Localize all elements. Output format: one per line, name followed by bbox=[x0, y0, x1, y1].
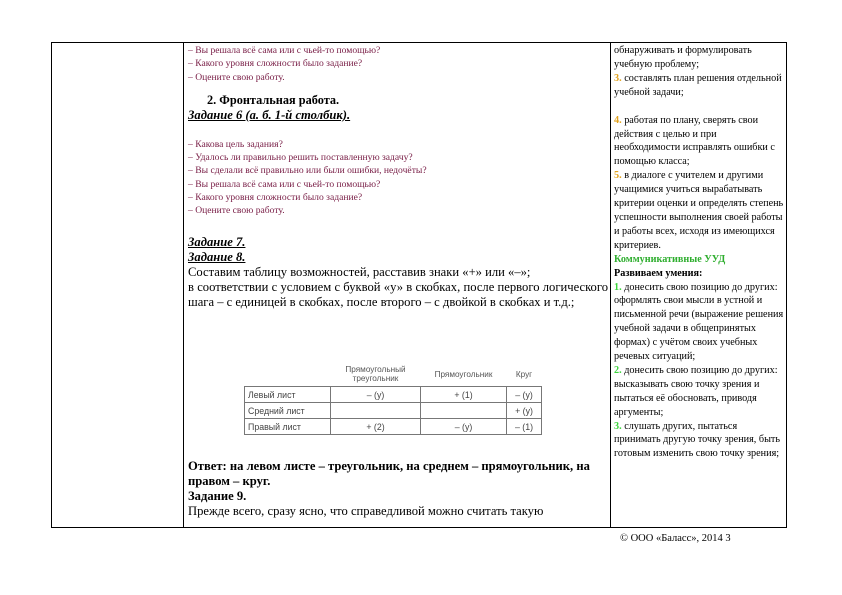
question-line: – Какого уровня сложности было задание? bbox=[188, 192, 363, 204]
item-number: 3. bbox=[614, 72, 622, 84]
task7-title: Задание 7. bbox=[188, 234, 246, 249]
uud-text: слушать других, пытаться принимать другую точку зрения, быть готовым изменить свою точку зрения; bbox=[614, 420, 781, 460]
task9-title: Задание 9. bbox=[188, 489, 247, 503]
uud-paragraph bbox=[614, 169, 784, 252]
uud-paragraph bbox=[614, 114, 784, 170]
table-header-cell: Прямоугольник bbox=[421, 362, 507, 387]
page-footer: © ООО «Баласс», 2014 3 bbox=[620, 533, 731, 544]
question-line: – Вы решала всё сама или с чьей-то помощью? bbox=[188, 178, 381, 190]
table-cell: + (1) bbox=[421, 387, 507, 403]
uud-paragraph bbox=[614, 420, 784, 462]
table-cell: – (у) bbox=[507, 387, 542, 403]
question-line: – Вы сделали всё правильно или были ошибки, недочёты? bbox=[188, 165, 427, 177]
row-label: Правый лист bbox=[245, 419, 331, 435]
question-line: – Вы решала всё сама или с чьей-то помощью? bbox=[188, 45, 381, 56]
item-number: 1. bbox=[614, 281, 622, 293]
uud-paragraph bbox=[614, 281, 784, 364]
communicative-heading: Коммуникативные УУД bbox=[614, 253, 726, 265]
task6-title: Задание 6 (а. б. 1-й столбик). bbox=[188, 107, 351, 122]
question-line: – Какого уровня сложности было задание? bbox=[188, 58, 363, 70]
row-label: Левый лист bbox=[245, 387, 331, 403]
item-number: 2. bbox=[614, 364, 622, 376]
table-cell: + (у) bbox=[507, 403, 542, 419]
possibility-table-header bbox=[245, 362, 542, 387]
column-divider-left bbox=[183, 42, 184, 528]
uud-text: составлять план решения отдельной учебной задачи; bbox=[614, 72, 782, 98]
task9-text: Прежде всего, сразу ясно, что справедливой можно считать такую bbox=[188, 504, 544, 518]
table-cell: – (у) bbox=[331, 387, 421, 403]
table-row bbox=[245, 403, 542, 419]
column-divider-right bbox=[610, 42, 611, 528]
table-cell bbox=[421, 403, 507, 419]
item-number: 5. bbox=[614, 170, 622, 182]
question-line: – Оцените свою работу. bbox=[188, 205, 285, 217]
task8-title: Задание 8. bbox=[188, 249, 246, 264]
table-cell: – (1) bbox=[507, 419, 542, 435]
task8-text: в соответствии с условием с буквой «у» в скобках, после первого логического шага – с единицей в скобках, после второго – с двойкой в скобках и т.д.; bbox=[188, 279, 608, 309]
uud-text: в диалоге с учителем и другими учащимися учиться вырабатывать критерии оценки и определять степень успешности выполнения своей работы и работы всех, исходя из имеющихся критериев. bbox=[614, 170, 784, 251]
uud-paragraph bbox=[614, 364, 784, 420]
develop-skills-label: Развиваем умения: bbox=[614, 267, 703, 279]
table-header-cell bbox=[245, 362, 331, 387]
table-row bbox=[245, 419, 542, 435]
table-header-cell: Прямоугольный треугольник bbox=[331, 362, 421, 387]
item-number: 3. bbox=[614, 420, 622, 432]
table-header-cell: Круг bbox=[507, 362, 542, 387]
answer-text: Ответ: на левом листе – треугольник, на среднем – прямоугольник, на правом – круг. bbox=[188, 459, 590, 488]
table-cell bbox=[331, 403, 421, 419]
question-line: – Какова цель задания? bbox=[188, 138, 283, 150]
item-number: 4. bbox=[614, 114, 622, 126]
table-row bbox=[245, 387, 542, 403]
uud-text: донесить свою позицию до других: оформлять свои мысли в устной и письменной речи (выражение решения учебной задачи в общепринятых формах) с учётом своих учебных речевых ситуаций; bbox=[614, 281, 784, 363]
question-line: – Удалось ли правильно решить поставленную задачу? bbox=[188, 152, 413, 164]
row-label: Средний лист bbox=[245, 403, 331, 419]
uud-paragraph bbox=[614, 72, 784, 100]
table-cell: – (у) bbox=[421, 419, 507, 435]
lesson-content-column bbox=[188, 44, 608, 310]
section-heading: 2. Фронтальная работа. bbox=[207, 92, 340, 107]
question-line: – Оцените свою работу. bbox=[188, 71, 285, 83]
lesson-content-lower bbox=[188, 459, 608, 519]
uud-text: донесить свою позицию до других: высказывать свою точку зрения и пытаться её обосновать, приводя аргументы; bbox=[614, 364, 778, 418]
table-cell: + (2) bbox=[331, 419, 421, 435]
possibility-table bbox=[244, 362, 542, 435]
uud-text: работая по плану, сверять свои действия с целью и при необходимости исправлять ошибки с помощью класса; bbox=[614, 114, 775, 168]
task8-intro: Составим таблицу возможностей, расставив знаки «+» или «–»; bbox=[188, 264, 531, 279]
uud-column bbox=[614, 44, 784, 461]
uud-paragraph: обнаруживать и формулировать учебную проблему; bbox=[614, 45, 752, 70]
